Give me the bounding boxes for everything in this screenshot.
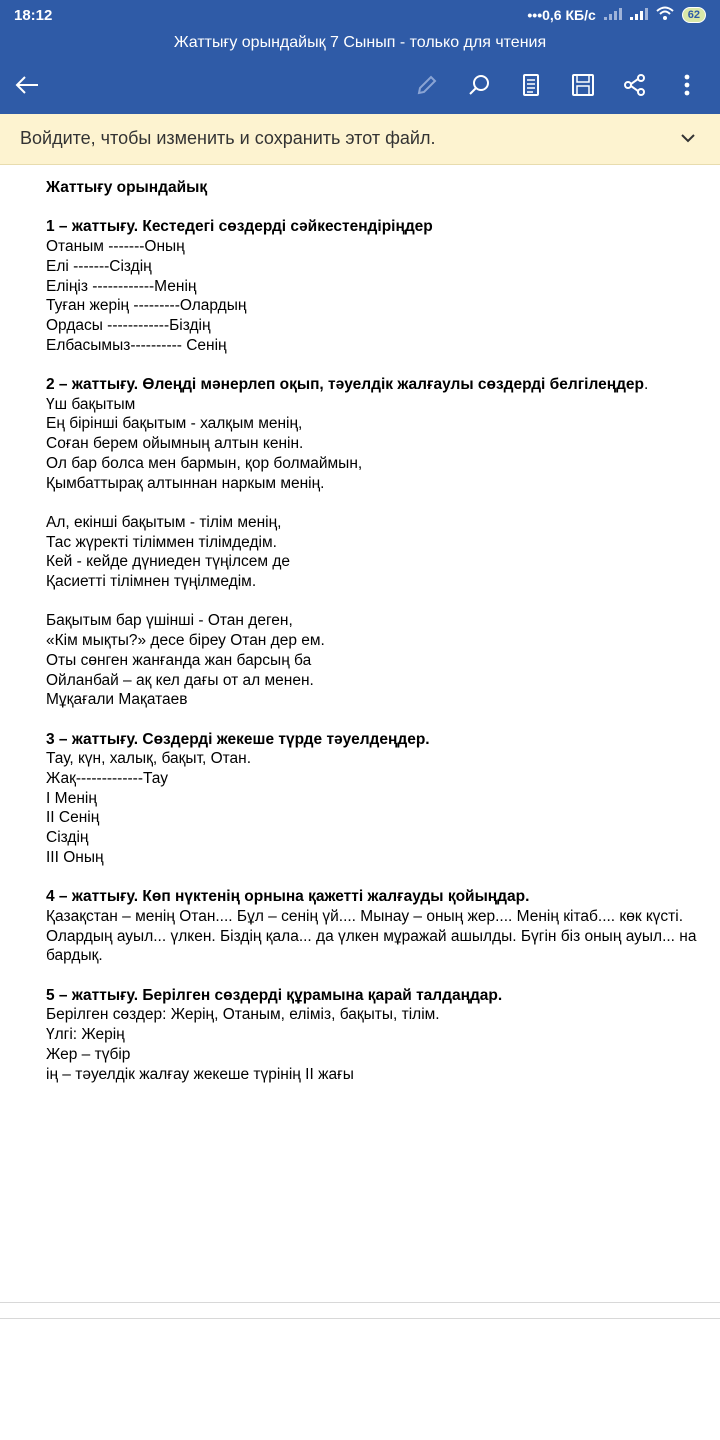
ex5-line: Жер – түбір [46, 1045, 131, 1063]
page-divider [0, 1302, 720, 1303]
poem-line: Ал, екінші бақытым - тілім менің, [46, 513, 282, 531]
poem-line: Кей - кейде дүниеден түңілсем де [46, 553, 291, 571]
ex1-line: Отаным -------Оның [46, 238, 185, 256]
ex3-line: III Оның [46, 848, 104, 866]
search-icon[interactable] [462, 68, 496, 102]
ex3-line: Тау, күн, халық, бақыт, Отан. [46, 750, 252, 768]
ex3-title: 3 – жаттығу. Сөздерді жекеше түрде тәуелдеңдер. [46, 730, 430, 748]
share-icon[interactable] [618, 68, 652, 102]
ex1-line: Ордасы ------------Біздің [46, 316, 211, 334]
ex1-line: Елі -------Сіздің [46, 257, 152, 275]
arrow-left-icon[interactable] [10, 68, 44, 102]
ex3-line: II Сенің [46, 809, 100, 827]
signal-icon [604, 7, 622, 23]
more-vert-icon[interactable] [670, 68, 704, 102]
poem-line: Ең бірінші бақытым - халқым менің, [46, 415, 303, 433]
ex2-title: 2 – жаттығу. Өлеңді мәнерлеп оқып, тәуелдік жалғаулы сөздерді белгілеңдер. [46, 376, 649, 393]
status-bar [0, 0, 720, 32]
sign-in-banner[interactable] [0, 114, 720, 165]
signal-icon-2 [630, 7, 648, 23]
ex5-line: Үлгі: Жерің [46, 1026, 125, 1044]
chevron-down-icon[interactable] [680, 127, 696, 154]
reader-view-icon[interactable] [514, 68, 548, 102]
ex1-title: 1 – жаттығу. Кестедегі сөздерді сәйкестендіріңдер [46, 218, 433, 236]
doc-heading: Жаттығу орындайық [46, 179, 208, 196]
ex5-line: Берілген сөздер: Жерің, Отаным, еліміз, бақыты, тілім. [46, 1006, 440, 1024]
document-body [46, 178, 710, 1084]
ex4-title: 4 – жаттығу. Көп нүктенің орнына қажетті жалғауды қойыңдар. [46, 888, 530, 906]
poem-line: Ойланбай – ақ кел дағы от ал менен. [46, 671, 314, 689]
status-time: 18:12 [14, 7, 53, 24]
poem-line: Үш бақытым [46, 395, 136, 413]
poem-line: Ол бар болса мен бармын, қор болмаймын, [46, 454, 363, 472]
document-title: Жаттығу орындайық 7 Сынып - только для чтения [173, 34, 547, 51]
save-icon[interactable] [566, 68, 600, 102]
poem-line: Тас жүректі тіліммен тілімдедім. [46, 533, 277, 551]
poem-line: Қасиетті тілімнен түңілмедім. [46, 573, 257, 591]
wifi-icon [656, 6, 674, 23]
status-indicators [527, 6, 706, 23]
toolbar [0, 62, 720, 108]
ex3-line: Сіздің [46, 829, 89, 847]
poem-line: Соған берем ойымның алтын кенін. [46, 435, 304, 453]
poem-line: «Кім мықты?» десе біреу Отан дер ем. [46, 632, 325, 650]
network-speed: •••0,6 КБ/с [527, 6, 596, 23]
ex4-text: Қазақстан – менің Отан.... Бұл – сенің үй.... Мынау – оның жер.... Менің кітаб.... көк күсті. Олардың ауыл... үлкен. Біздің қала... да үлкен мұражай ашылды. Бүгін біз оның ауыл... на бардық. [46, 907, 697, 965]
ex5-title: 5 – жаттығу. Берілген сөздерді құрамына қарай талдаңдар. [46, 986, 503, 1004]
ex3-line: Жақ-------------Тау [46, 770, 168, 788]
ex3-line: I Менің [46, 789, 97, 807]
app-bar [0, 0, 720, 114]
battery-indicator: 62 [682, 7, 706, 23]
poem-line: Қымбаттырақ алтыннан наркым менің. [46, 474, 325, 492]
page-divider [0, 1318, 720, 1319]
poem-author: Мұқағали Мақатаев [46, 691, 188, 709]
ex1-line: Еліңіз ------------Менің [46, 277, 197, 295]
pencil-icon[interactable] [410, 68, 444, 102]
poem-line: Бақытым бар үшінші - Отан деген, [46, 612, 293, 630]
poem-line: Оты сөнген жанғанда жан барсың ба [46, 651, 312, 669]
ex5-line: ің – тәуелдік жалғау жекеше түрінің II жағы [46, 1065, 354, 1083]
banner-text: Войдите, чтобы изменить и сохранить этот файл. [20, 128, 436, 148]
ex1-line: Елбасымыз---------- Сенің [46, 336, 227, 354]
ex1-line: Туған жерің ---------Олардың [46, 297, 247, 315]
